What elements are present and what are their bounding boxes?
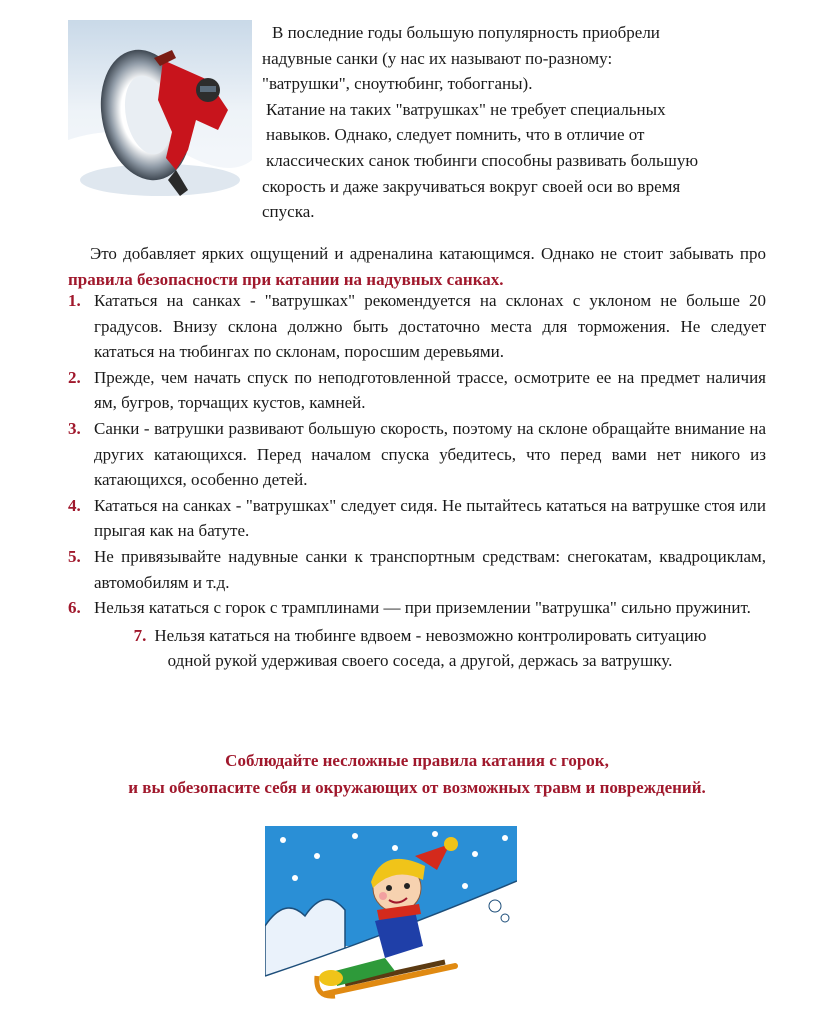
snow-tubing-photo [68, 20, 252, 204]
rule-item [68, 416, 766, 493]
sled-cartoon [265, 826, 517, 1011]
lead-highlight: правила безопасности при катании на надувных санках. [68, 270, 504, 289]
intro-line: спуска. [262, 202, 315, 222]
intro-line: надувные санки (у нас их называют по-разному: [262, 48, 613, 68]
intro-line: навыков. Однако, следует помнить, что в отличие от [266, 125, 645, 145]
rule-text: Не привязывайте надувные санки к транспортным средствам: снегокатам, квадроциклам, автомобилям и т.д. [94, 546, 766, 592]
closing-line: Соблюдайте несложные правила катания с горок, [225, 751, 609, 770]
rule-item [68, 365, 766, 416]
rule-number: 2. [68, 367, 81, 387]
intro-line: Катание на таких "ватрушках" не требует специальных [266, 99, 666, 119]
rule-text: Санки - ватрушки развивают большую скорость, поэтому на склоне обращайте внимание на других катающихся. Перед началом спуска убедитесь, что перед вами нет никого из катающихся, особенно детей. [94, 418, 766, 490]
rule-number: 4. [68, 495, 81, 515]
rule-number: 6. [68, 598, 81, 618]
intro-line: "ватрушки", сноутюбинг, тобогганы). [262, 74, 533, 94]
rule-text: Кататься на санках - "ватрушках" рекомендуется на склонах с уклоном не больше 20 градусов. Внизу склона должно быть достаточно места для торможения. Не следует кататься на тюбингах по склонам, поросшим деревьями. [94, 291, 766, 362]
rule-item [68, 595, 766, 621]
intro-line: классических санок тюбинги способны развивать большую [266, 150, 699, 170]
intro-line: В последние годы большую популярность приобрели [272, 23, 660, 42]
rule-number: 1. [68, 291, 81, 310]
rule-text: Кататься на санках - "ватрушках" следует сидя. Не пытайтесь кататься на ватрушке стоя или прыгая как на батуте. [94, 495, 766, 541]
rule-item [68, 288, 766, 365]
closing-line: и вы обезопасите себя и окружающих от возможных травм и повреждений. [128, 778, 706, 797]
rule-text: Нельзя кататься с горок с трамплинами — при приземлении "ватрушка" сильно пружинит. [94, 598, 751, 618]
closing-message [68, 747, 766, 801]
rule-number: 7. [133, 625, 147, 645]
rule-text: Прежде, чем начать спуск по неподготовленной трассе, осмотрите ее на предмет наличия ям, бугров, торчащих кустов, камней. [94, 367, 766, 413]
boy-on-sled-illustration [265, 826, 517, 1011]
rule-text: Нельзя кататься на тюбинге вдвоем - невозможно контролировать ситуацию [154, 625, 707, 645]
rule-item [68, 544, 766, 595]
rule-number: 3. [68, 418, 81, 438]
intro-paragraph [262, 20, 772, 225]
intro-line: скорость и даже закручиваться вокруг своей оси во время [262, 176, 681, 196]
rule-item [68, 623, 766, 674]
lead-paragraph [68, 241, 766, 293]
rule-text-continuation: одной рукой удерживая своего соседа, а другой, держась за ватрушку. [167, 651, 673, 671]
lead-text: Это добавляет ярких ощущений и адреналина катающимся. Однако не стоит забывать про [90, 244, 766, 263]
rule-item [68, 493, 766, 544]
safety-rules-list [68, 288, 766, 674]
snow-tubing-illustration [68, 20, 252, 204]
rule-number: 5. [68, 546, 81, 566]
